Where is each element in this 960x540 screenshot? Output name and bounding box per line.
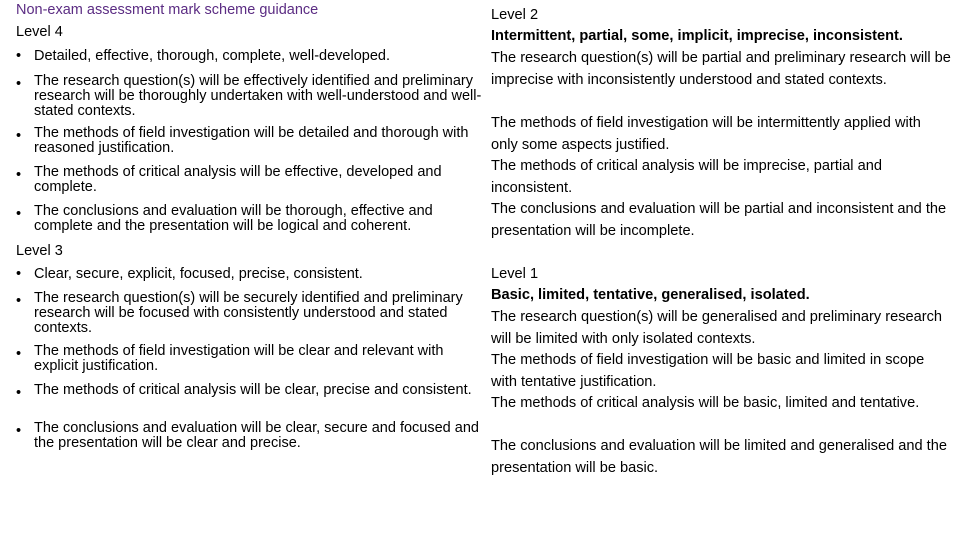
bullet-icon: •	[16, 48, 22, 64]
level-1-keywords: Basic, limited, tentative, generalised, isolated.	[491, 287, 810, 303]
bullet-icon: •	[16, 167, 22, 183]
bullet-icon: •	[16, 206, 22, 222]
bullet-text: The research question(s) will be effectively identified and preliminary research will be thoroughly undertaken with well-understood and well-stated contexts.	[34, 73, 482, 119]
level-4-heading: Level 4	[16, 24, 63, 40]
bullet-text: The methods of field investigation will be detailed and thorough with reasoned justification.	[34, 125, 469, 156]
level-2-paragraph: The methods of critical analysis will be imprecise, partial and inconsistent.	[491, 158, 882, 196]
level-2-paragraph: The methods of field investigation will be intermittently applied with only some aspects justified.	[491, 115, 921, 153]
page-title: Non-exam assessment mark scheme guidance	[16, 2, 319, 18]
level-2-paragraph: The conclusions and evaluation will be partial and inconsistent and the presentation will be incomplete.	[491, 201, 947, 239]
bullet-text: The research question(s) will be securely identified and preliminary research will be focused with consistently understood and stated contexts.	[34, 290, 463, 336]
bullet-icon: •	[16, 346, 22, 362]
bullet-text: The conclusions and evaluation will be clear, secure and focused and the presentation will be clear and precise.	[34, 420, 479, 451]
bullet-icon: •	[16, 76, 22, 92]
level-2-paragraph: The research question(s) will be partial and preliminary research will be imprecise with inconsistently understood and stated contexts.	[491, 50, 951, 88]
bullet-text: The methods of critical analysis will be effective, developed and complete.	[34, 164, 442, 195]
level-1-paragraph: The research question(s) will be generalised and preliminary research will be limited with only isolated contexts.	[491, 309, 943, 347]
level-2-keywords: Intermittent, partial, some, implicit, imprecise, inconsistent.	[491, 28, 903, 44]
bullet-text: Clear, secure, explicit, focused, precise, consistent.	[34, 266, 363, 282]
bullet-text: The methods of field investigation will be clear and relevant with explicit justification.	[34, 343, 444, 374]
bullet-icon: •	[16, 385, 22, 401]
level-1-heading: Level 1	[491, 266, 539, 282]
bullet-icon: •	[16, 266, 22, 282]
level-2-heading: Level 2	[491, 7, 539, 23]
level-1-paragraph: The conclusions and evaluation will be limited and generalised and the presentation will be basic.	[491, 438, 947, 476]
bullet-text: The conclusions and evaluation will be thorough, effective and complete and the presentation will be logical and coherent.	[34, 203, 433, 234]
level-1-paragraph: The methods of field investigation will be basic and limited in scope with tentative justification.	[491, 352, 925, 390]
level-3-heading: Level 3	[16, 243, 63, 259]
bullet-icon: •	[16, 423, 22, 439]
bullet-text: The methods of critical analysis will be clear, precise and consistent.	[34, 382, 472, 398]
bullet-icon: •	[16, 293, 22, 309]
bullet-icon: •	[16, 128, 22, 144]
level-1-paragraph: The methods of critical analysis will be basic, limited and tentative.	[491, 395, 920, 411]
bullet-text: Detailed, effective, thorough, complete, well-developed.	[34, 48, 391, 64]
